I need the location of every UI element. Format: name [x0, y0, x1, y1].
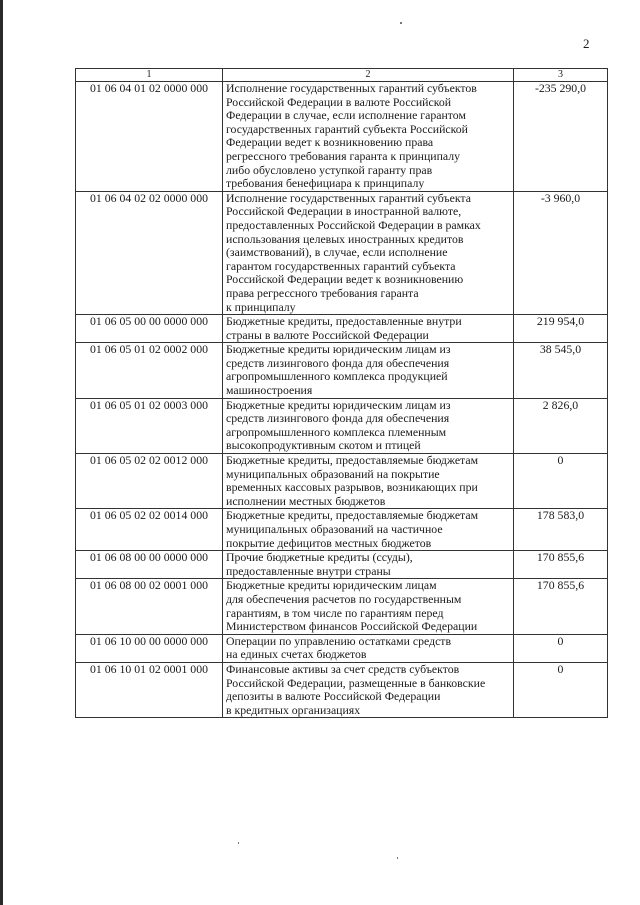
- description-line: депозиты в валюте Российской Федерации: [226, 689, 441, 704]
- budget-code: 01 06 05 02 02 0014 000: [76, 509, 223, 551]
- table-row: [76, 579, 608, 634]
- budget-code: 01 06 10 01 02 0001 000: [76, 662, 223, 717]
- table-row: [76, 343, 608, 398]
- description-line: Операции по управлению остатками средств: [226, 633, 452, 648]
- description-line: агропромышленного комплекса племенным: [226, 424, 447, 439]
- table-header-row: [76, 69, 608, 82]
- table-row: [76, 315, 608, 343]
- description-line: предоставленных Российской Федерации в рамках: [226, 217, 481, 232]
- item-description: [223, 579, 514, 634]
- description-line: государственных гарантий субъекта Российской: [226, 121, 468, 136]
- description-line: исполнении местных бюджетов: [226, 493, 386, 508]
- budget-code: 01 06 04 01 02 0000 000: [76, 82, 223, 192]
- amount-value: -235 290,0: [514, 82, 608, 192]
- budget-table: [75, 68, 608, 718]
- budget-code: 01 06 04 02 02 0000 000: [76, 191, 223, 314]
- budget-code: 01 06 05 02 02 0012 000: [76, 454, 223, 509]
- table-row: [76, 82, 608, 192]
- description-line: для обеспечения расчетов по государственным: [226, 591, 462, 606]
- amount-value: 0: [514, 634, 608, 662]
- description-line: средств лизингового фонда для обеспечения: [226, 355, 450, 370]
- description-line: (заимствований), в случае, если исполнение: [226, 245, 448, 260]
- description-line: временных кассовых разрывов, возникающих при: [226, 480, 478, 495]
- scan-speck: [400, 22, 402, 24]
- description-line: Бюджетные кредиты, предоставленные внутри: [226, 314, 462, 329]
- item-description: [223, 82, 514, 192]
- description-line: требования бенефициара к принципалу: [226, 176, 425, 191]
- header-col-1: 1: [76, 69, 223, 82]
- amount-value: 38 545,0: [514, 343, 608, 398]
- description-line: использования целевых иностранных кредитов: [226, 231, 464, 246]
- description-line: Федерации в случае, если исполнение гарантом: [226, 108, 466, 123]
- budget-code: 01 06 08 00 02 0001 000: [76, 579, 223, 634]
- budget-code: 01 06 08 00 00 0000 000: [76, 551, 223, 579]
- item-description: [223, 398, 514, 453]
- header-col-2: 2: [223, 69, 514, 82]
- description-line: муниципальных образований на частичное: [226, 522, 443, 536]
- table-body: [76, 82, 608, 718]
- description-line: Министерством финансов Российской Федерации: [226, 619, 478, 634]
- amount-value: 178 583,0: [514, 509, 608, 551]
- budget-code: 01 06 10 00 00 0000 000: [76, 634, 223, 662]
- description-line: права регрессного требования гаранта: [226, 285, 419, 300]
- amount-value: 0: [514, 454, 608, 509]
- description-line: Финансовые активы за счет средств субъектов: [226, 661, 460, 676]
- description-line: средств лизингового фонда для обеспечения: [226, 411, 450, 426]
- description-line: Российской Федерации в иностранной валюте,: [226, 204, 462, 219]
- budget-code: 01 06 05 01 02 0003 000: [76, 398, 223, 453]
- description-line: гарантом государственных гарантий субъекта: [226, 258, 456, 273]
- description-line: гарантиям, в том числе по гарантиям перед: [226, 605, 444, 620]
- description-line: покрытие дефицитов местных бюджетов: [226, 535, 432, 550]
- description-line: Российской Федерации, размещенные в банковские: [226, 675, 486, 690]
- budget-code: 01 06 05 00 00 0000 000: [76, 315, 223, 343]
- description-line: муниципальных образований на покрытие: [226, 466, 440, 481]
- description-line: Федерации ведет к возникновению права: [226, 135, 434, 150]
- item-description: [223, 191, 514, 314]
- description-line: либо обусловлено уступкой гаранту прав: [226, 162, 433, 177]
- table-row: [76, 398, 608, 453]
- item-description: [223, 454, 514, 509]
- amount-value: -3 960,0: [514, 191, 608, 314]
- description-line: Исполнение государственных гарантий субъекта: [226, 190, 471, 205]
- table-row: [76, 551, 608, 579]
- description-line: Бюджетные кредиты, предоставляемые бюджетам: [226, 453, 479, 468]
- table-row: [76, 191, 608, 314]
- amount-value: 2 826,0: [514, 398, 608, 453]
- description-line: страны в валюте Российской Федерации: [226, 327, 429, 342]
- description-line: Исполнение государственных гарантий субъектов: [226, 81, 477, 95]
- table-row: [76, 634, 608, 662]
- description-line: к принципалу: [226, 299, 296, 314]
- amount-value: 170 855,6: [514, 551, 608, 579]
- description-line: Бюджетные кредиты юридическим лицам: [226, 578, 437, 593]
- item-description: [223, 343, 514, 398]
- description-line: Российской Федерации в валюте Российской: [226, 94, 452, 109]
- description-line: регрессного требования гаранта к принципалу: [226, 148, 461, 163]
- item-description: [223, 509, 514, 551]
- item-description: [223, 315, 514, 343]
- scan-speck: [238, 842, 239, 844]
- description-line: Бюджетные кредиты юридическим лицам из: [226, 342, 451, 357]
- description-line: агропромышленного комплекса продукцией: [226, 369, 448, 384]
- amount-value: 219 954,0: [514, 315, 608, 343]
- scan-speck: [397, 857, 398, 859]
- description-line: на единых счетах бюджетов: [226, 647, 367, 662]
- table-row: [76, 662, 608, 717]
- amount-value: 170 855,6: [514, 579, 608, 634]
- budget-code: 01 06 05 01 02 0002 000: [76, 343, 223, 398]
- header-col-3: 3: [514, 69, 608, 82]
- description-line: предоставленные внутри страны: [226, 563, 391, 578]
- description-line: высокопродуктивным скотом и птицей: [226, 438, 421, 453]
- page-number: 2: [583, 36, 590, 51]
- item-description: [223, 551, 514, 579]
- description-line: Бюджетные кредиты, предоставляемые бюджетам: [226, 508, 479, 523]
- description-line: в кредитных организациях: [226, 702, 361, 717]
- description-line: Прочие бюджетные кредиты (ссуды),: [226, 550, 413, 565]
- item-description: [223, 634, 514, 662]
- description-line: Бюджетные кредиты юридическим лицам из: [226, 397, 451, 412]
- description-line: Российской Федерации ведет к возникновению: [226, 272, 464, 287]
- description-line: машиностроения: [226, 383, 313, 398]
- item-description: [223, 662, 514, 717]
- table-row: [76, 509, 608, 551]
- scan-left-edge: [0, 0, 3, 905]
- table-row: [76, 454, 608, 509]
- amount-value: 0: [514, 662, 608, 717]
